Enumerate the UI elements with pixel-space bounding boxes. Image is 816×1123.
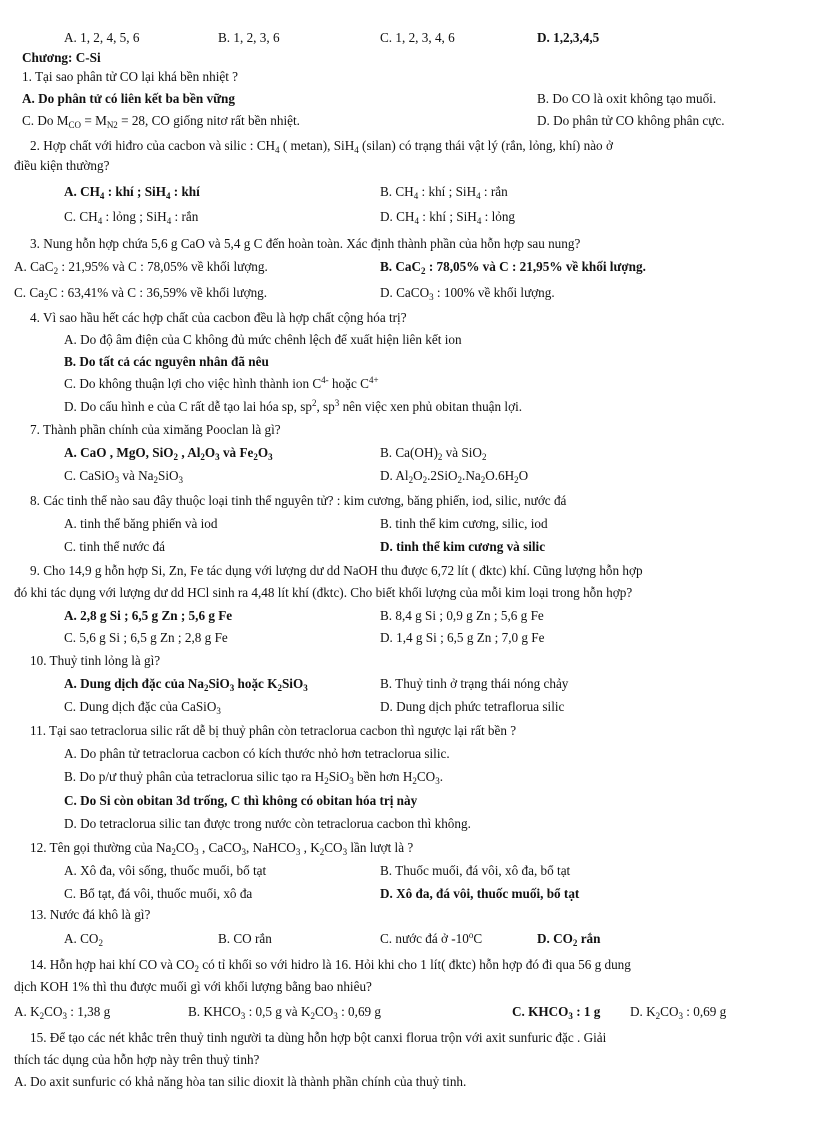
- q14-option-d: D. $K_2CO_3$ : 0,69 g: [630, 1004, 727, 1021]
- q13-option-c: C. nước đá ở -10$^o$C: [380, 930, 483, 946]
- q7-option-d: D. $Al_2O_2.2SiO_2.Na_2O.6H_2O$: [380, 468, 529, 485]
- top-option-d: D. 1,2,3,4,5: [537, 30, 600, 45]
- q14-option-c: C. $KHCO_3$ : 1 g: [512, 1004, 601, 1021]
- question-12-stem: 12. Tên gọi thường của $Na_2CO_3$ , CaCO$_3$, NaHCO$_3$ , $K_2CO_3$ lần lượt là ?: [30, 840, 414, 857]
- q14-option-a: A. $K_2CO_3$ : 1,38 g: [14, 1004, 111, 1021]
- question-8-stem: 8. Các tinh thể nào sau đây thuộc loại tinh thể nguyên tử? : kim cương, băng phiến, iod, silic, nước đá: [30, 493, 567, 508]
- q2-option-b: B. $CH_4$ : khí ; SiH$_4$ : rắn: [380, 184, 508, 201]
- q4-option-d: D. Do cấu hình e của C rất dễ tạo lai hóa sp, $sp^2$, $sp^3$ nên việc xen phủ obitan thuận lợi.: [64, 398, 523, 414]
- q4-option-c: C. Do không thuận lợi cho việc hình thành ion $C^{4-}$ hoặc $C^{4+}$: [64, 375, 379, 391]
- q11-option-a: A. Do phân tử tetraclorua cacbon có kích thước nhỏ hơn tetraclorua silic.: [64, 746, 450, 761]
- question-7-stem: 7. Thành phần chính của ximăng Pooclan là gì?: [30, 422, 281, 437]
- question-10-stem: 10. Thuỷ tinh lỏng là gì?: [30, 653, 161, 668]
- q1-option-b: B. Do CO là oxit không tạo muối.: [537, 91, 717, 106]
- q10-option-b: B. Thuỷ tinh ở trạng thái nóng chảy: [380, 676, 569, 691]
- q11-option-d: D. Do tetraclorua silic tan được trong nước còn tetraclorua cacbon thì không.: [64, 816, 471, 831]
- q7-option-c: C. CaSiO$_3$ và $Na_2SiO_3$: [64, 468, 184, 485]
- question-14-stem: 14. Hỗn hợp hai khí CO và $CO_2$ có tỉ khối so với hidro là 16. Hỏi khi cho 1 lít( đktc) hỗn hợp đó đi qua 56 g dung: [30, 957, 631, 974]
- q3-option-a: A. CaC$_2$ : 21,95% và C : 78,05% về khối lượng.: [14, 259, 268, 276]
- q7-option-a: A. CaO , MgO, SiO$_2$ , $Al_2O_3$ và $Fe_2O_3$: [64, 445, 273, 462]
- q14-option-b: B. $KHCO_3$ : 0,5 g và $K_2CO_3$ : 0,69 g: [188, 1004, 382, 1021]
- q9-option-a: A. 2,8 g Si ; 6,5 g Zn ; 5,6 g Fe: [64, 608, 233, 623]
- q3-option-b: B. CaC$_2$ : 78,05% và C : 21,95% về khối lượng.: [380, 259, 646, 276]
- question-2-stem: 2. Hợp chất với hiđro của cacbon và silic : $CH_4$ ( metan), SiH$_4$ (silan) có trạng thái vật lý (rắn, lỏng, khí) nào ở: [30, 138, 613, 155]
- top-option-c: C. 1, 2, 3, 4, 6: [380, 30, 455, 45]
- q12-option-a: A. Xô đa, vôi sống, thuốc muối, bổ tạt: [64, 863, 267, 878]
- q10-option-c: C. Dung dịch đặc của CaSiO$_3$: [64, 699, 221, 716]
- q1-option-c: C. Do $M_{CO} = M_{N2} = 28$, CO giống nitơ rất bền nhiệt.: [22, 113, 300, 130]
- question-4-stem: 4. Vì sao hầu hết các hợp chất của cacbon đều là hợp chất cộng hóa trị?: [30, 310, 407, 325]
- chapter-heading: Chương: C-Si: [22, 50, 101, 65]
- question-1-stem: 1. Tại sao phân tử CO lại khá bền nhiệt ?: [22, 69, 239, 84]
- q9-option-c: C. 5,6 g Si ; 6,5 g Zn ; 2,8 g Fe: [64, 630, 228, 645]
- q13-option-d: D. $CO_2$ rắn: [537, 931, 601, 948]
- q11-option-c: C. Do Si còn obitan 3d trống, C thì không có obitan hóa trị này: [64, 793, 418, 808]
- question-15-stem-cont: thích tác dụng của hỗn hợp này trên thuỷ tinh?: [14, 1052, 260, 1067]
- q9-option-b: B. 8,4 g Si ; 0,9 g Zn ; 5,6 g Fe: [380, 608, 544, 623]
- question-15-stem: 15. Để tạo các nét khắc trên thuỷ tinh người ta dùng hỗn hợp bột canxi florua trộn với axit sunfuric đặc . Giải: [30, 1030, 607, 1045]
- q11-option-b: B. Do p/ư thuỷ phân của tetraclorua silic tạo ra $H_2SiO_3$ bền hơn $H_2CO_3$.: [64, 769, 443, 786]
- q1-option-a: A. Do phân tử có liên kết ba bền vững: [22, 91, 235, 106]
- question-9-stem: 9. Cho 14,9 g hỗn hợp Si, Zn, Fe tác dụng với lượng dư dd NaOH thu được 6,72 lít ( đktc) khí. Cũng lượng hỗn hợp: [30, 563, 643, 578]
- q2-option-c: C. $CH_4$ : lỏng ; SiH$_4$ : rắn: [64, 209, 199, 226]
- question-2-stem-cont: điều kiện thường?: [14, 158, 110, 173]
- q13-option-a: A. $CO_2$: [64, 931, 103, 948]
- question-3-stem: 3. Nung hỗn hợp chứa 5,6 g CaO và 5,4 g C đến hoàn toàn. Xác định thành phần của hỗn hợp sau nung?: [30, 236, 581, 251]
- q2-option-d: D. $CH_4$ : khí ; SiH$_4$ : lỏng: [380, 209, 516, 226]
- top-option-b: B. 1, 2, 3, 6: [218, 30, 280, 45]
- question-11-stem: 11. Tại sao tetraclorua silic rất dễ bị thuỷ phân còn tetraclorua cacbon thì ngược lại rất bền ?: [30, 723, 517, 738]
- q3-option-d: D. CaCO$_3$ : 100% về khối lượng.: [380, 285, 555, 302]
- question-9-stem-cont: đó khi tác dụng với lượng dư dd HCl sinh ra 4,48 lít khí (đktc). Cho biết khối lượng của mỗi kim loại trong hỗn hợp?: [14, 585, 633, 600]
- q8-option-d: D. tinh thể kim cương và silic: [380, 539, 546, 554]
- q1-option-d: D. Do phân tử CO không phân cực.: [537, 113, 725, 128]
- q8-option-c: C. tinh thể nước đá: [64, 539, 165, 554]
- q8-option-a: A. tinh thể băng phiến và iod: [64, 516, 218, 531]
- q13-option-b: B. CO rắn: [218, 931, 272, 946]
- q9-option-d: D. 1,4 g Si ; 6,5 g Zn ; 7,0 g Fe: [380, 630, 545, 645]
- top-option-a: A. 1, 2, 4, 5, 6: [64, 30, 140, 45]
- q8-option-b: B. tinh thể kim cương, silic, iod: [380, 516, 548, 531]
- question-14-stem-cont: dịch KOH 1% thì thu được muối gì với khối lượng bằng bao nhiêu?: [14, 979, 372, 994]
- q2-option-a: A. $CH_4$ : khí ; SiH$_4$ : khí: [64, 184, 200, 201]
- q12-option-c: C. Bổ tạt, đá vôi, thuốc muối, xô đa: [64, 886, 253, 901]
- q4-option-a: A. Do độ âm điện của C không đủ mức chênh lệch để xuất hiện liên kết ion: [64, 332, 462, 347]
- q7-option-b: B. $Ca(OH)_2$ và SiO$_2$: [380, 445, 487, 462]
- q12-option-b: B. Thuốc muối, đá vôi, xô đa, bổ tạt: [380, 863, 571, 878]
- question-13-stem: 13. Nước đá khô là gì?: [30, 907, 151, 922]
- q15-option-a: A. Do axit sunfuric có khả năng hòa tan silic dioxit là thành phần chính của thuỷ tinh.: [14, 1074, 467, 1089]
- q12-option-d: D. Xô đa, đá vôi, thuốc muối, bổ tạt: [380, 886, 580, 901]
- q10-option-a: A. Dung dịch đặc của $Na_2SiO_3$ hoặc $K_2SiO_3$: [64, 676, 308, 693]
- q3-option-c: C. $Ca_2C$ : 63,41% và C : 36,59% về khối lượng.: [14, 285, 268, 302]
- q10-option-d: D. Dung dịch phức tetraflorua silic: [380, 699, 565, 714]
- q4-option-b: B. Do tất cả các nguyên nhân đã nêu: [64, 354, 269, 369]
